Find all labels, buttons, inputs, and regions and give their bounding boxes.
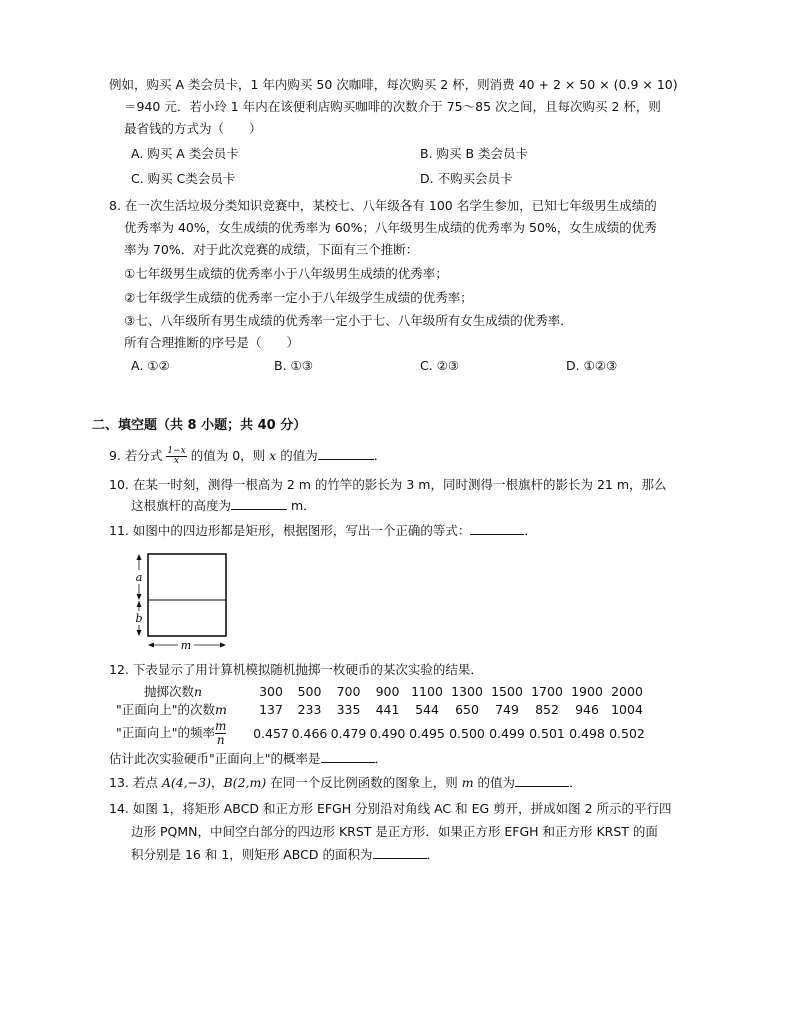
q12-answer-blank[interactable] — [321, 750, 375, 763]
q9-frac-num: 1−x — [167, 446, 186, 456]
table-cell: 0.495 — [409, 725, 445, 741]
table-cell: 0.500 — [449, 725, 485, 741]
q14-answer-blank[interactable] — [373, 846, 427, 859]
q12-intro: 12. 下表显示了用计算机模拟随机抛掷一枚硬币的某次实验的结果． — [109, 662, 483, 677]
table-cell: 1300 — [451, 683, 483, 699]
table-cell: 0.502 — [609, 725, 645, 741]
table-cell: 749 — [495, 701, 519, 717]
table-cell: 335 — [336, 701, 361, 717]
q7-option-a: A. 购买 A 类会员卡 — [131, 146, 239, 161]
arrow-up-b-icon — [137, 601, 142, 607]
table-row — [116, 682, 647, 700]
table-cell: 544 — [415, 701, 439, 717]
q11-end: ． — [524, 523, 537, 538]
table-cell: 0.479 — [330, 725, 367, 741]
q13-sep: ， — [210, 775, 224, 790]
q8-inference-1: ①七年级男生成绩的优秀率小于八年级男生成绩的优秀率； — [124, 266, 448, 281]
table-cell: 300 — [259, 683, 283, 699]
q12-estimate-pre: 估计此次实验硬币"正面向上"的概率是 — [109, 751, 321, 766]
q8-inference-3: ③七、八年级所有男生成绩的优秀率一定小于七、八年级所有女生成绩的优秀率． — [124, 313, 573, 328]
table-row — [116, 718, 647, 748]
table-cell: 0.498 — [569, 725, 605, 741]
q10-line2-post: m． — [291, 498, 316, 513]
table-cell: 0.457 — [253, 725, 289, 741]
q7-text-line1: 例如，购买 A 类会员卡，1 年内购买 50 次咖啡，每次购买 2 杯，则消费 40 + 2 × 50 × (0.9 × 10) — [109, 77, 678, 92]
table-cell: 1900 — [571, 683, 603, 699]
q9-pre: 9. 若分式 — [109, 448, 163, 463]
q10-line2-pre: 这根旗杆的高度为 — [131, 498, 232, 513]
q13-mid: 在同一个反比例函数的图象上，则 — [270, 775, 458, 790]
table-row — [116, 700, 647, 718]
q9-end: ． — [373, 448, 387, 463]
table-cell: 0.466 — [291, 725, 328, 741]
arrow-right-m-icon — [220, 643, 226, 648]
arrow-down-b-icon — [137, 630, 142, 636]
table-cell: 500 — [297, 683, 322, 699]
label-m: m — [180, 639, 192, 650]
q13-var: m — [461, 775, 474, 790]
q9-var: x — [269, 448, 277, 463]
q8-text-line1: 8. 在一次生活垃圾分类知识竞赛中，某校七、八年级各有 100 名学生参加，已知七年级男生成绩的 — [109, 198, 657, 213]
q12-estimate-end: ． — [374, 751, 388, 766]
outer-rectangle — [148, 554, 226, 636]
q7-option-c: C. 购买 C类会员卡 — [131, 171, 236, 186]
q9-text — [109, 447, 386, 466]
q13-pre: 13. 若点 — [109, 775, 158, 790]
q13-end: ． — [569, 775, 582, 790]
q11-rectangle-figure — [126, 550, 236, 650]
label-a: a — [135, 571, 143, 584]
q14-line3-pre: 积分别是 16 和 1，则矩形 ABCD 的面积为 — [131, 847, 373, 862]
table-cell: 0.501 — [529, 725, 565, 741]
q7-option-d: D. 不购买会员卡 — [420, 171, 513, 186]
row-header: 抛掷次数n — [144, 684, 203, 699]
q13-post: 的值为 — [477, 775, 516, 790]
row-header: "正面向上"的频率 $\frac{m}{n}$ — [116, 718, 227, 747]
table-cell: 0.490 — [369, 725, 406, 741]
arrow-up-a-icon — [137, 554, 142, 560]
q12-estimate — [109, 750, 387, 768]
table-cell: 2000 — [611, 683, 643, 699]
q10-text-line2 — [131, 497, 316, 515]
q8-inference-2: ②七年级学生成绩的优秀率一定小于八年级学生成绩的优秀率； — [124, 290, 473, 305]
table-cell: 441 — [375, 701, 400, 717]
q8-text-line3: 率为 70%．对于此次竞赛的成绩，下面有三个推断： — [124, 242, 419, 257]
q8-prompt: 所有合理推断的序号是（ ） — [124, 335, 300, 350]
q8-option-c: C. ②③ — [420, 358, 460, 373]
table-cell: 1700 — [531, 683, 563, 699]
q11-pre: 11. 如图中的四边形都是矩形，根据图形，写出一个正确的等式： — [109, 523, 471, 538]
q7-text-line3: 最省钱的方式为（ ） — [124, 121, 262, 136]
q13-point-b: B(2,m) — [223, 775, 267, 790]
q8-option-a: A. ①② — [131, 358, 170, 373]
q9-post: 的值为 — [280, 448, 318, 463]
q14-text-line3 — [131, 846, 439, 864]
table-cell: 233 — [297, 701, 322, 717]
label-b: b — [135, 612, 143, 625]
q7-option-b: B. 购买 B 类会员卡 — [420, 146, 529, 161]
table-cell: 900 — [375, 683, 400, 699]
table-cell: 137 — [259, 701, 283, 717]
table-cell: 1004 — [611, 701, 643, 717]
q11-answer-blank[interactable] — [470, 522, 524, 535]
q13-point-a: A(4,−3) — [161, 775, 211, 790]
q9-frac-den: x — [174, 456, 180, 466]
q13-text — [109, 774, 582, 792]
q8-text-line2: 优秀率为 40%，女生成绩的优秀率为 60%；八年级男生成绩的优秀率为 50%，女生成绩的优秀 — [124, 220, 657, 235]
table-cell: 1500 — [491, 683, 523, 699]
q14-text-line1: 14. 如图 1，将矩形 ABCD 和正方形 EFGH 分别沿对角线 AC 和 EG 剪开，拼成如图 2 所示的平行四 — [109, 801, 672, 816]
table-cell: 946 — [575, 701, 599, 717]
table-cell: 700 — [336, 683, 361, 699]
q10-text-line1: 10. 在某一时刻，测得一根高为 2 m 的竹竿的影长为 3 m，同时测得一根旗杆的影长为 21 m，那么 — [109, 477, 667, 492]
q9-mid: 的值为 0，则 — [190, 448, 266, 463]
table-cell: 0.499 — [489, 725, 525, 741]
row-header: "正面向上"的次数m — [116, 702, 227, 717]
q12-simulation-table — [116, 682, 647, 748]
table-cell: 650 — [455, 701, 479, 717]
q14-line3-end: ． — [426, 847, 440, 862]
q10-answer-blank[interactable] — [231, 497, 287, 510]
table-cell: 1100 — [411, 683, 443, 699]
arrow-down-a-icon — [137, 594, 142, 600]
q9-answer-blank[interactable] — [318, 447, 374, 460]
q14-text-line2: 边形 PQMN，中间空白部分的四边形 KRST 是正方形．如果正方形 EFGH 和正方形 KRST 的面 — [131, 824, 658, 839]
q8-option-d: D. ①②③ — [566, 358, 618, 373]
q13-answer-blank[interactable] — [515, 774, 569, 787]
arrow-left-m-icon — [148, 643, 154, 648]
table-cell: 852 — [535, 701, 559, 717]
q8-option-b: B. ①③ — [274, 358, 313, 373]
section-heading: 二、填空题（共 8 小题；共 40 分） — [92, 418, 307, 433]
q7-text-line2: ＝940 元．若小玲 1 年内在该便利店购买咖啡的次数介于 75～85 次之间，且每次购买 2 杯，则 — [124, 99, 661, 114]
q9-fraction — [166, 447, 186, 466]
q11-text — [109, 522, 537, 540]
